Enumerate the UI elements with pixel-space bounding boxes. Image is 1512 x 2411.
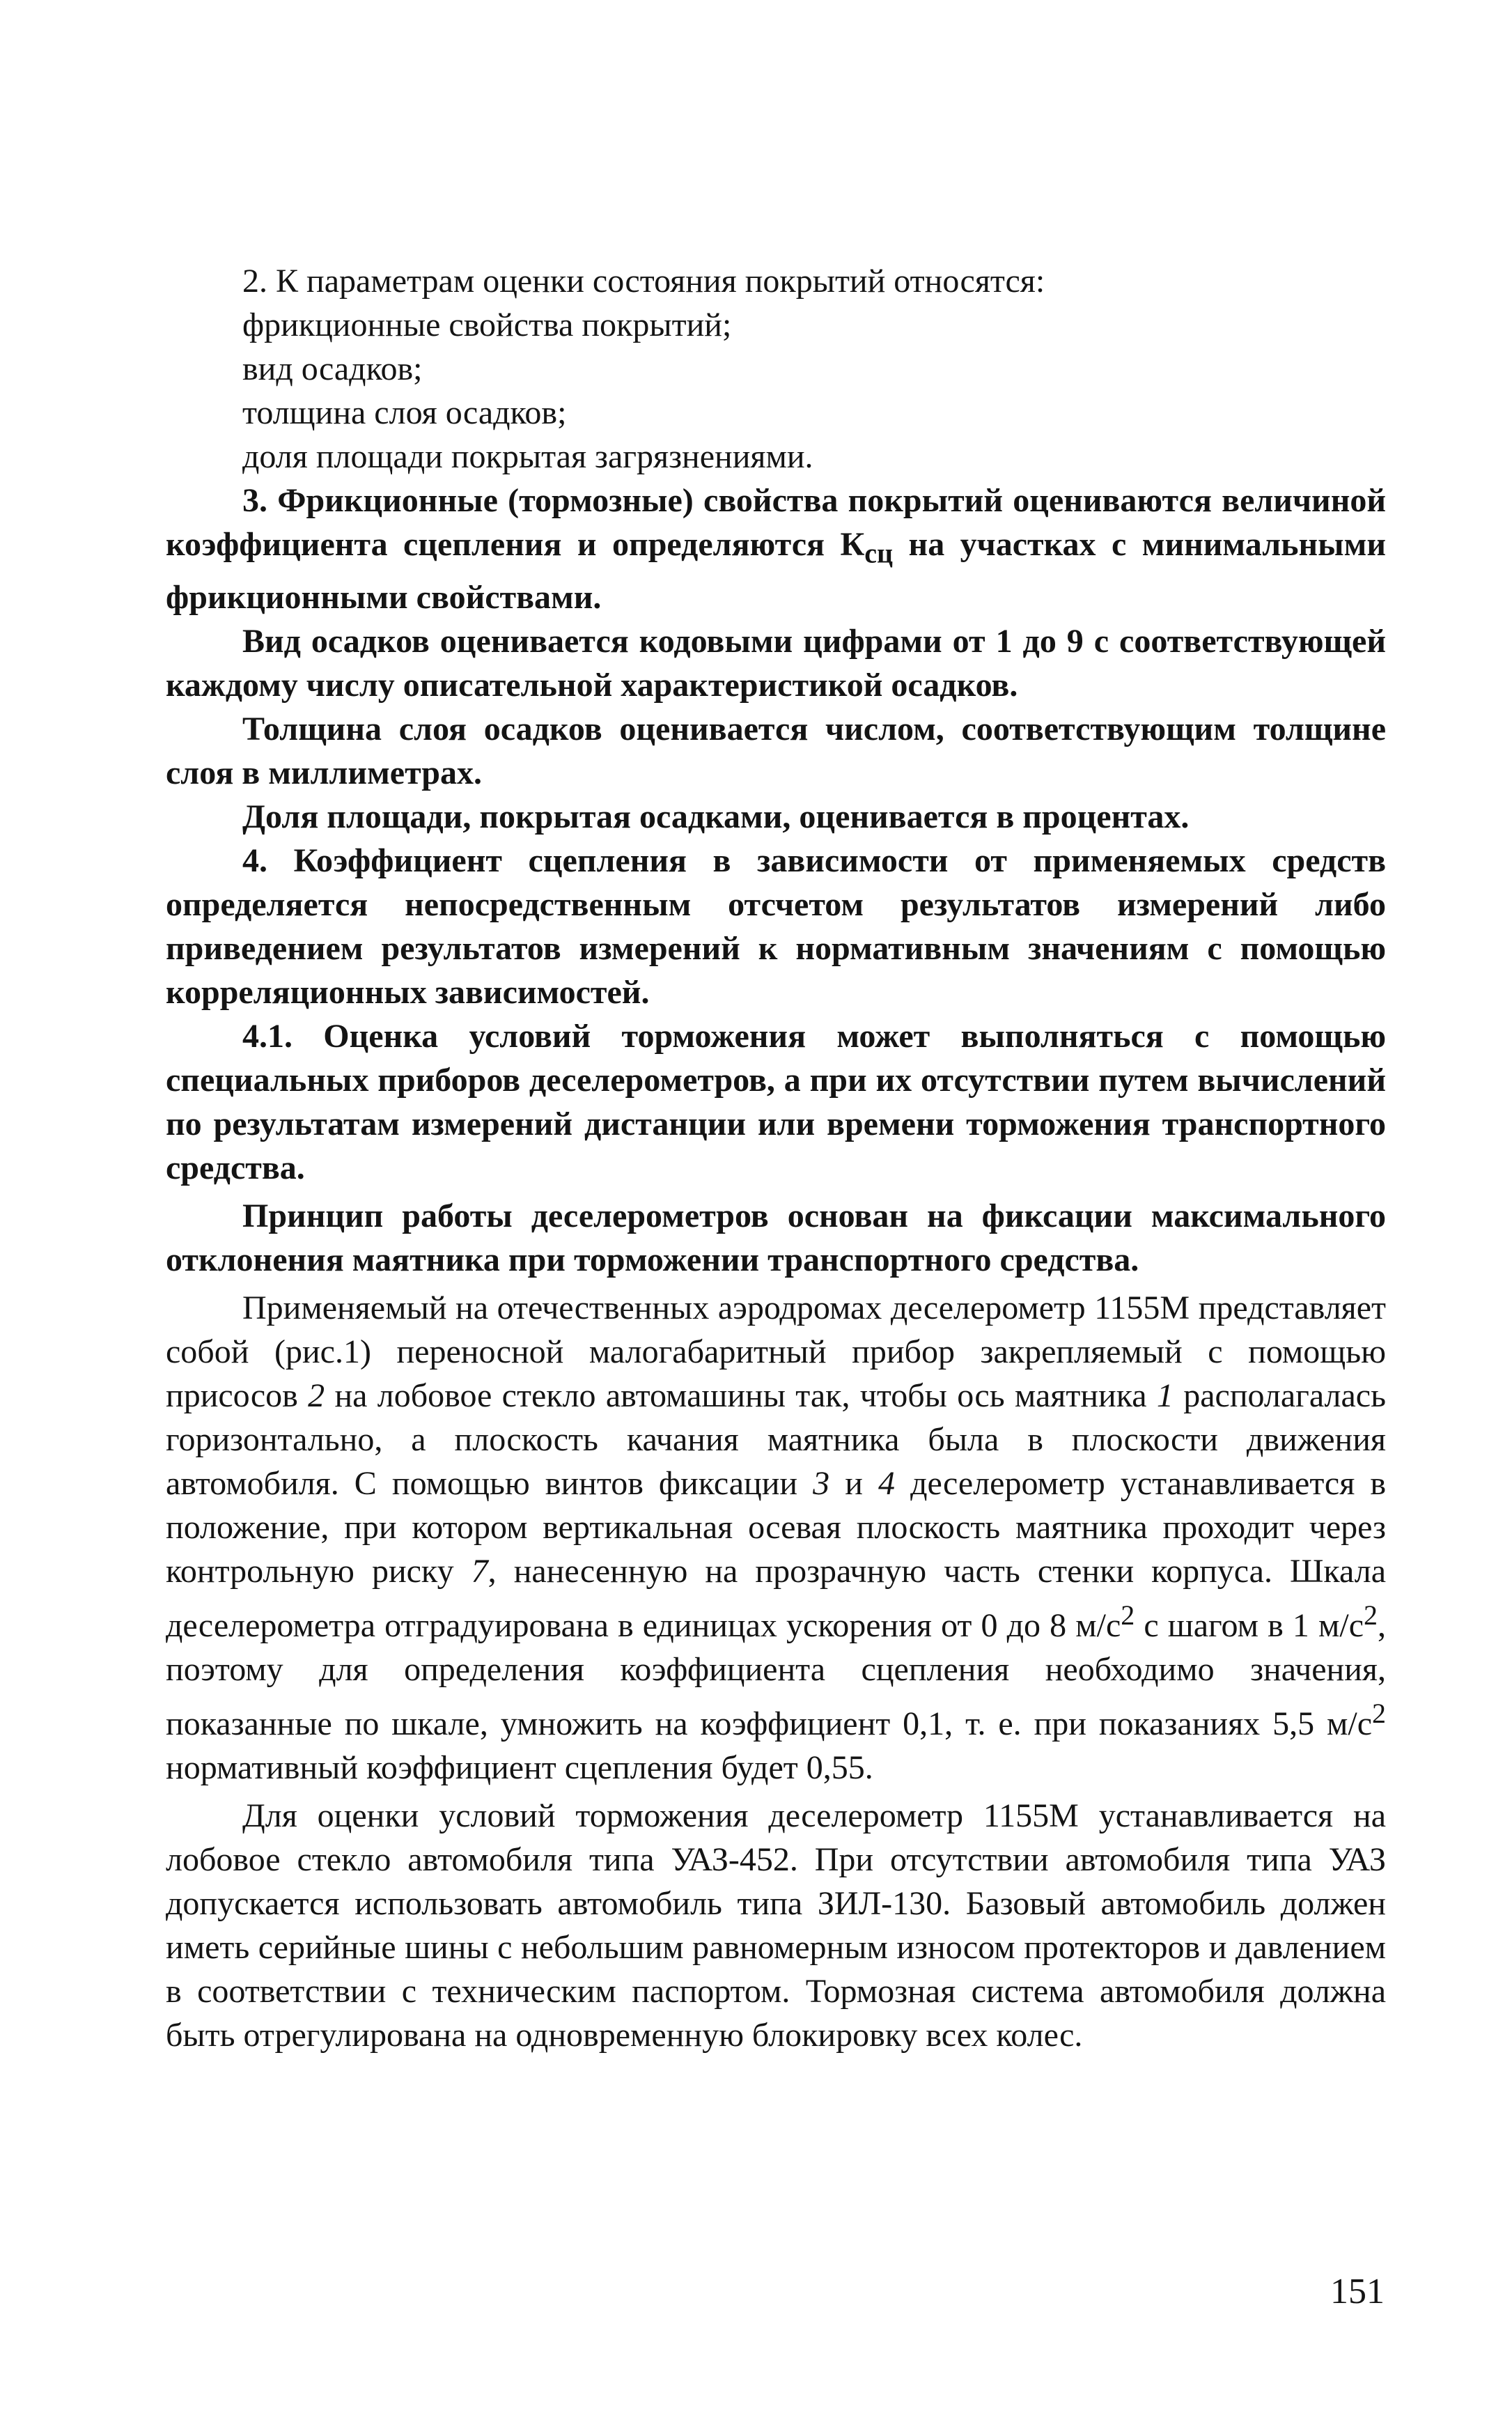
- paragraph-precipitation-type: Вид осадков оценивается кодовыми цифрами от 1 до 9 с соответствующей каждому числу описательной характеристикой осадков.: [166, 622, 1386, 704]
- list-item-layer-thickness: толщина слоя осадков;: [242, 394, 567, 431]
- figure-ref-suction: 2: [308, 1377, 325, 1414]
- section-4-1-paragraph: 4.1. Оценка условий торможения может выполняться с помощью специальных приборов деселерометров, а при их отсутствии путем вычислений по результатам измерений дистанции или времени торможения транспортного средства.: [166, 1017, 1386, 1186]
- section-3-text-end: на участках с минимальными фрикционными свойствами.: [166, 526, 1386, 616]
- device-text-6: , нанесенную на прозрачную часть стенки корпуса. Шкала деселерометра отградуирована в единицах ускорения от 0 до 8 м/с: [166, 1552, 1387, 1644]
- figure-ref-mark: 7: [471, 1552, 488, 1590]
- device-text-9: нормативный коэффициент сцепления будет 0,55.: [166, 1749, 873, 1786]
- section-3-text: 3. Фрикционные (тормозные) свойства покрытий оцениваются величиной коэффициента сцепления и определяются К: [166, 482, 1386, 563]
- list-item-friction: фрикционные свойства покрытий;: [242, 307, 732, 343]
- device-text-3: располагалась горизонтально, а плоскость качания маятника была в плоскости движения автомобиля. С помощью винтов фиксации: [166, 1377, 1386, 1502]
- device-text-4: и: [829, 1464, 878, 1502]
- page-number: 151: [1330, 2272, 1385, 2311]
- paragraph-principle: Принцип работы деселерометров основан на фиксации максимального отклонения маятника при торможении транспортного средства.: [166, 1197, 1386, 1278]
- section-4-paragraph: 4. Коэффициент сцепления в зависимости от применяемых средств определяется непосредственным отсчетом результатов измерений либо приведением результатов измерений к нормативным значениям с помощью корреляционных зависимостей.: [166, 842, 1386, 1011]
- list-item-precipitation-type: вид осадков;: [242, 350, 423, 387]
- section-2-heading: 2. К параметрам оценки состояния покрытий относятся:: [242, 263, 1045, 300]
- figure-ref-screw-a: 3: [813, 1464, 830, 1502]
- page-body: [166, 259, 1386, 2057]
- figure-ref-screw-b: 4: [878, 1464, 895, 1502]
- device-text-2: на лобовое стекло автомашины так, чтобы ось маятника: [325, 1377, 1157, 1414]
- list-item-contaminated-area: доля площади покрытая загрязнениями.: [242, 438, 813, 475]
- paragraph-area-share: Доля площади, покрытая осадками, оценивается в процентах.: [242, 798, 1190, 835]
- superscript-1: 2: [1121, 1599, 1135, 1631]
- device-text-7: с шагом в 1 м/с: [1135, 1606, 1364, 1644]
- paragraph-device-description: [166, 1286, 1386, 1790]
- device-text-8: , поэтому для определения коэффициента сцепления необходимо значения, показанные по шкале, умножить на коэффициент 0,1, т. е. при показаниях 5,5 м/с: [166, 1606, 1386, 1742]
- section-3-paragraph: [166, 479, 1386, 619]
- coefficient-subscript: сц: [864, 537, 894, 569]
- paragraph-vehicle-requirements: Для оценки условий торможения деселерометр 1155М устанавливается на лобовое стекло автомобиля типа УАЗ-452. При отсутствии автомобиля типа УАЗ допускается использовать автомобиль типа ЗИЛ-130. Базовый автомобиль должен иметь серийные шины с небольшим равномерным износом протекторов и давлением в соответствии с техническим паспортом. Тормозная система автомобиля должна быть отрегулирована на одновременную блокировку всех колес.: [166, 1797, 1386, 2054]
- paragraph-layer-thickness: Толщина слоя осадков оценивается числом, соответствующим толщине слоя в миллиметрах.: [166, 710, 1386, 791]
- device-text-5: деселерометр устанавливается в положение, при котором вертикальная осевая плоскость маятника проходит через контрольную риску: [166, 1464, 1386, 1590]
- figure-ref-pendulum: 1: [1156, 1377, 1174, 1414]
- superscript-2: 2: [1364, 1599, 1378, 1631]
- device-text-1: Применяемый на отечественных аэродромах деселерометр 1155М представляет собой (рис.1) переносной малогабаритный прибор закрепляемый с помощью присосов: [166, 1289, 1386, 1414]
- superscript-3: 2: [1372, 1697, 1386, 1729]
